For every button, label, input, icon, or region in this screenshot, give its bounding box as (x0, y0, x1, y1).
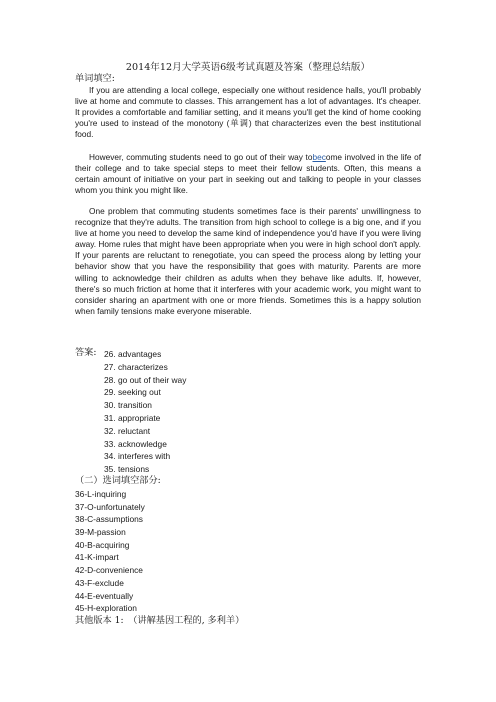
hyperlink-text[interactable]: bec (312, 152, 326, 162)
document-title: 2014年12月大学英语6级考试真题及答案（整理总结版） (125, 62, 371, 73)
list-item: 36-L-inquiring (75, 489, 127, 499)
list-item: 35. tensions (104, 464, 150, 475)
list-item: 37-O-unfortunately (75, 501, 145, 512)
list-item: 26. advantages (104, 349, 162, 359)
list-item: 39-M-passion (75, 527, 126, 538)
list-item: 42-D-convenience (75, 565, 143, 576)
section-heading-cloze: （二）选词填空部分: (75, 475, 161, 486)
other-version-heading: 其他版本 1: （讲解基因工程的, 多利羊） (75, 615, 245, 626)
list-item: 31. appropriate (104, 412, 161, 423)
list-item: 34. interferes with (104, 451, 171, 462)
cloze-answer-list (75, 488, 145, 615)
paragraph-2-text-after: ome involved in the life of their college and to take special steps to meet their fellow students. Often, this means a certain amount of initiative on your part in seeking out and talking to people in your classes whom you think you might like. (75, 152, 422, 196)
passage-paragraph-2 (75, 152, 421, 196)
list-item: 41-K-impart (75, 552, 119, 563)
list-item: 28. go out of their way (104, 374, 187, 385)
paragraph-2-text-before: However, commuting students need to go out of their way to (89, 152, 313, 162)
list-item: 29. seeking out (104, 387, 161, 398)
list-item: 33. acknowledge (104, 438, 167, 449)
passage-paragraph-3: One problem that commuting students sometimes face is their parents' unwillingness to recognize that they're adults. The transition from high school to college is a big one, and if you live at home you need to develop the same kind of independence you'd have if you were living away. Home rules that might have been appropriate when you were in high school don't apply. If your parents are reluctant to renegotiate, you can speed the process along by letting your behavior show that you have the responsibility that goes with maturity. Parents are more willing to acknowledge their children as adults when they behave like adults. If, however, there's so much friction at home that it interferes with your academic work, you might want to consider sharing an apartment with one or more friends. Sometimes this is a happy solution when family tensions make everyone miserable. (75, 206, 421, 316)
list-item: 40-B-acquiring (75, 539, 130, 550)
list-item: 44-E-eventually (75, 590, 134, 601)
list-item: 30. transition (104, 400, 152, 411)
list-item: 45-H-exploration (75, 603, 137, 614)
list-item: 43-F-exclude (75, 577, 124, 588)
list-item: 38-C-assumptions (75, 514, 143, 525)
answers-label: 答案: (75, 347, 97, 358)
passage-paragraph-1: If you are attending a local college, especially one without residence halls, you'll probably live at home and commute to classes. This arrangement has a lot of advantages. It's cheaper. It provides a comfortable and familiar setting, and it means you'll get the kind of home cooking you're used to instead of the monotony (单调) that characterizes even the best institutional food. (75, 85, 421, 140)
answer-list (104, 348, 186, 476)
list-item: 32. reluctant (104, 425, 151, 436)
section-heading-word-fill: 单词填空: (75, 73, 115, 84)
list-item: 27. characterizes (104, 361, 168, 372)
